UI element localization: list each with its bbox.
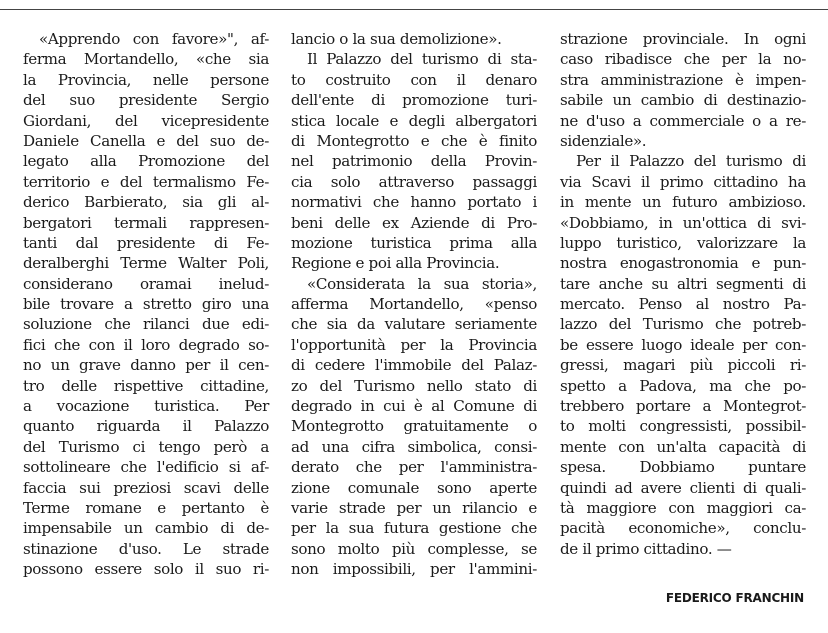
text-line: a vocazione turistica. Per <box>23 397 269 416</box>
text-line: quanto riguarda il Palazzo <box>23 417 269 436</box>
text-line: bile trovare a stretto giro una <box>23 295 269 314</box>
text-line: deralberghi Terme Walter Poli, <box>23 254 269 273</box>
text-line: nel patrimonio della Provin- <box>291 152 537 171</box>
text-line: «Considerata la sua storia», <box>307 274 537 293</box>
text-line: considerano oramai inelud- <box>23 274 269 293</box>
text-line: Regione e poi alla Provincia. <box>291 254 500 273</box>
top-rule <box>0 9 828 10</box>
text-line: sabile un cambio di destinazio- <box>560 91 806 110</box>
text-line: la Provincia, nelle persone <box>23 70 269 89</box>
text-line: stra amministrazione è impen- <box>560 70 806 89</box>
text-line: tà maggiore con maggiori ca- <box>560 498 806 517</box>
text-line: beni delle ex Aziende di Pro- <box>291 213 537 232</box>
text-line: fici che con il loro degrado so- <box>23 335 269 354</box>
text-line: sidenziale». <box>560 131 647 150</box>
text-line: del suo presidente Sergio <box>23 91 269 110</box>
text-line: faccia sui preziosi scavi delle <box>23 478 269 497</box>
text-line: sono molto più complesse, se <box>291 539 537 558</box>
text-line: soluzione che rilanci due edi- <box>23 315 269 334</box>
text-line: quindi ad avere clienti di quali- <box>560 478 806 497</box>
text-line: legato alla Promozione del <box>23 152 269 171</box>
text-line: Daniele Canella e del suo de- <box>23 131 269 150</box>
text-line: mercato. Penso al nostro Pa- <box>560 295 806 314</box>
text-line: bergatori termali rappresen- <box>23 213 269 232</box>
text-line: stica locale e degli albergatori <box>291 111 537 130</box>
article-column-1 <box>23 29 269 580</box>
text-line: spetto a Padova, ma che po- <box>560 376 806 395</box>
text-line: cia solo attraverso passaggi <box>291 172 537 191</box>
text-line: di Montegrotto e che è finito <box>291 131 537 150</box>
text-line: varie strade per un rilancio e <box>291 498 537 517</box>
text-line: normativi che hanno portato i <box>291 193 537 212</box>
text-line: spesa. Dobbiamo puntare <box>560 458 806 477</box>
text-line: tro delle rispettive cittadine, <box>23 376 269 395</box>
text-line: del Turismo ci tengo però a <box>23 437 269 456</box>
text-line: trebbero portare a Montegrot- <box>560 397 806 416</box>
text-line: «Apprendo con favore»", af- <box>39 30 269 48</box>
text-line: territorio e del termalismo Fe- <box>23 172 269 191</box>
text-line: nostra enogastronomia e pun- <box>560 254 806 273</box>
text-line: derato che per l'amministra- <box>291 458 537 477</box>
text-line: Terme romane e pertanto è <box>23 498 269 517</box>
text-line: lazzo del Turismo che potreb- <box>560 315 806 334</box>
text-line: lancio o la sua demolizione». <box>291 30 502 48</box>
text-line: «Dobbiamo, in un'ottica di svi- <box>560 213 806 232</box>
text-line: in mente un futuro ambizioso. <box>560 193 806 212</box>
text-line: pacità economiche», conclu- <box>560 519 806 538</box>
text-line: che sia da valutare seriamente <box>291 315 537 334</box>
text-line: possono essere solo il suo ri- <box>23 560 269 579</box>
text-line: tanti dal presidente di Fe- <box>23 233 269 252</box>
text-line: non impossibili, per l'ammini- <box>291 560 537 579</box>
text-line: per la sua futura gestione che <box>291 519 537 538</box>
text-line: Giordani, del vicepresidente <box>23 111 269 130</box>
text-line: be essere luogo ideale per con- <box>560 335 806 354</box>
text-line: tare anche su altri segmenti di <box>560 274 806 293</box>
text-line: Per il Palazzo del turismo di <box>576 152 806 171</box>
text-line: caso ribadisce che per la no- <box>560 50 806 69</box>
text-line: Il Palazzo del turismo di sta- <box>307 50 537 69</box>
text-line: zione comunale sono aperte <box>291 478 537 497</box>
author-byline: FEDERICO FRANCHIN <box>665 591 804 605</box>
text-line: mente con un'alta capacità di <box>560 437 806 456</box>
text-line: via Scavi il primo cittadino ha <box>560 172 806 191</box>
text-line: di cedere l'immobile del Palaz- <box>291 356 537 375</box>
text-line: ne d'uso a commerciale o a re- <box>560 111 806 130</box>
text-line: derico Barbierato, sia gli al- <box>23 193 269 212</box>
text-line: to costruito con il denaro <box>291 70 537 89</box>
text-line: l'opportunità per la Provincia <box>291 335 537 354</box>
text-line: stinazione d'uso. Le strade <box>23 539 269 558</box>
text-line: degrado in cui è al Comune di <box>291 397 537 416</box>
text-line: sottolineare che l'edificio si af- <box>23 458 269 477</box>
text-line: de il primo cittadino. — <box>560 539 732 558</box>
text-line: to molti congressisti, possibil- <box>560 417 806 436</box>
text-line: no un grave danno per il cen- <box>23 356 269 375</box>
text-line: ferma Mortandello, «che sia <box>23 50 269 69</box>
text-line: ad una cifra simbolica, consi- <box>291 437 537 456</box>
article-column-3 <box>560 29 806 559</box>
text-line: Montegrotto gratuitamente o <box>291 417 537 436</box>
text-line: mozione turistica prima alla <box>291 233 537 252</box>
text-line: afferma Mortandello, «penso <box>291 295 537 314</box>
text-line: luppo turistico, valorizzare la <box>560 233 806 252</box>
text-line: zo del Turismo nello stato di <box>291 376 537 395</box>
text-line: dell'ente di promozione turi- <box>291 91 537 110</box>
text-line: impensabile un cambio di de- <box>23 519 269 538</box>
article-column-2 <box>291 29 537 580</box>
text-line: strazione provinciale. In ogni <box>560 30 806 48</box>
text-line: gressi, magari più piccoli ri- <box>560 356 806 375</box>
